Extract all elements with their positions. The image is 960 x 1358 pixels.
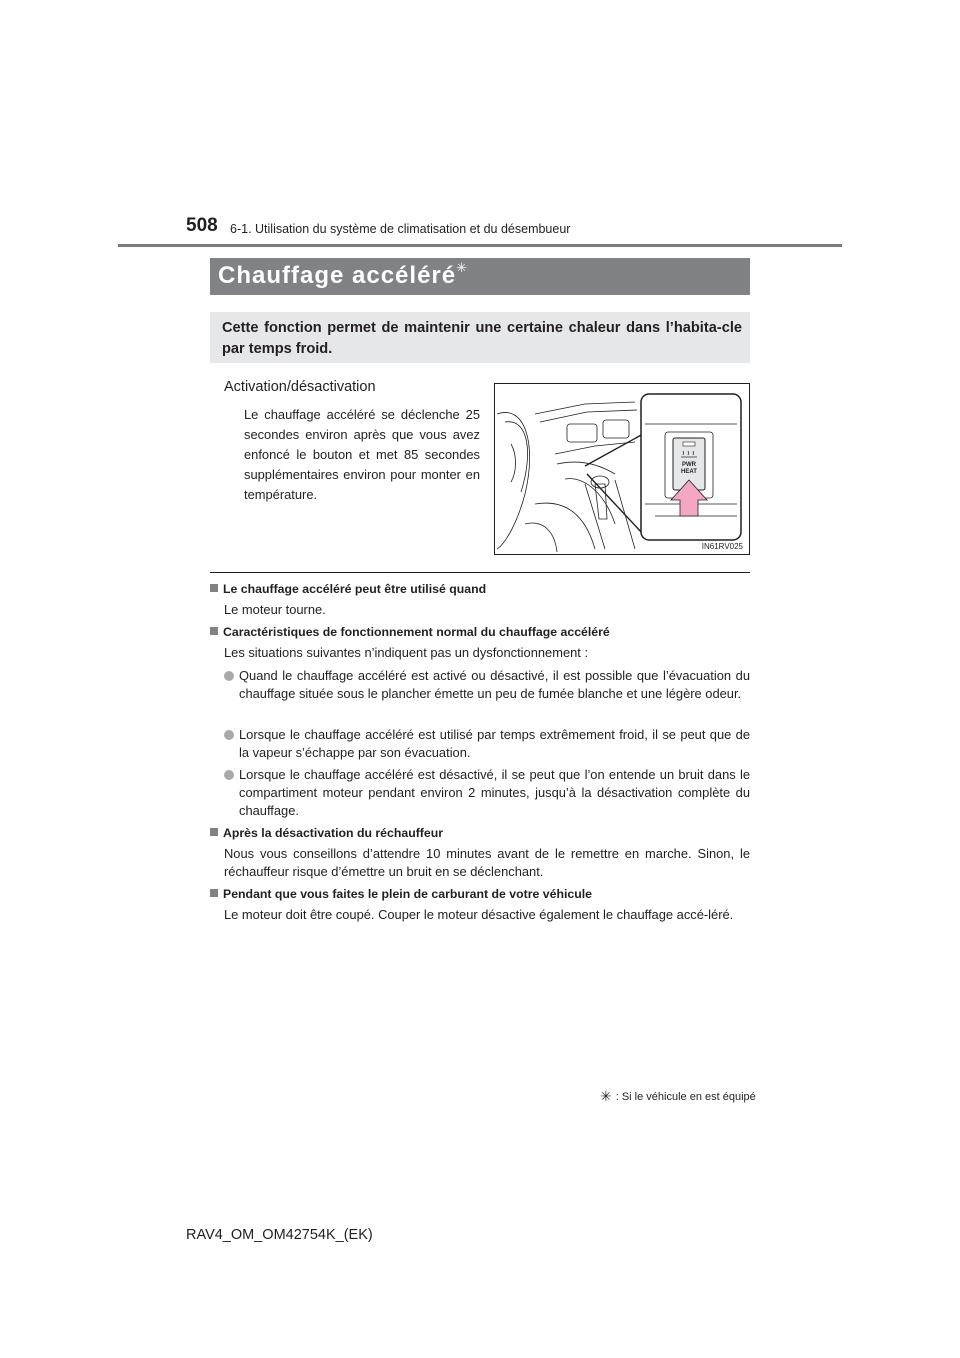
page-number: 508 [186,215,218,236]
activation-heading: Activation/désactivation [224,379,376,395]
section-title [218,262,468,290]
callout-line [585,434,643,466]
footnote-text: : Si le véhicule en est équipé [615,1091,756,1103]
round-bullet-icon [224,671,234,681]
note-heading-text: Après la désactivation du réchauffeur [223,826,444,840]
note-heading-text: Caractéristiques de fonctionnement normal du chauffage accéléré [223,625,610,639]
note-heading-normal-operation [210,625,610,639]
note-heading-refueling [210,887,592,901]
note-heading-after-deactivation [210,826,443,840]
square-bullet-icon [210,584,218,592]
section-title-text: Chauffage accéléré [218,262,457,289]
button-label-line2: HEAT [681,469,697,475]
figure-code: IN61RV025 [701,542,743,551]
note-body-refueling: Le moteur doit être coupé. Couper le moteur désactive également le chauffage accé-léré. [224,907,734,922]
round-bullet-icon [224,770,234,780]
note-body-usage: Le moteur tourne. [224,602,326,617]
activation-body: Le chauffage accéléré se déclenche 25 secondes environ après que vous avez enfoncé le bouton et met 85 secondes supplémentaires environ pour monter en température. [244,407,480,502]
equipment-star-icon: ✳ [600,1088,612,1104]
header-rule [118,244,842,247]
note-body-normal-operation: Les situations suivantes n’indiquent pas un dysfonctionnement : [224,645,589,660]
note-heading-text: Pendant que vous faites le plein de carburant de votre véhicule [223,887,593,901]
button-label-line1: PWR [682,462,696,468]
footnote [600,1087,756,1104]
square-bullet-icon [210,627,218,635]
note-body-after-deactivation: Nous vous conseillons d’attendre 10 minutes avant de le remettre en marche. Sinon, le réchauffeur risque d’émettre un bruit en se déclenchant. [224,846,750,879]
square-bullet-icon [210,889,218,897]
steering-wheel-outline [497,412,530,549]
intro-text: Cette fonction permet de maintenir une certaine chaleur dans l’habita-cle par temps froid. [222,320,742,357]
intro-box [210,312,750,363]
square-bullet-icon [210,828,218,836]
dashboard-drawing [495,384,749,554]
list-item-text: Lorsque le chauffage accéléré est utilisé par temps extrêmement froid, il se peut que de la vapeur s’échappe par son évacuation. [239,727,750,760]
list-item-text: Quand le chauffage accéléré est activé ou désactivé, il est possible que l’évacuation du chauffage située sous le plancher émette un peu de fumée blanche et une légère odeur. [239,668,750,701]
note-heading-usage [210,582,486,596]
note-heading-text: Le chauffage accéléré peut être utilisé quand [223,582,487,596]
equipment-star-icon: ✳ [456,260,469,275]
list-item-text: Lorsque le chauffage accéléré est désactivé, il se peut que l’on entende un bruit dans le compartiment moteur pendant environ 2 minutes, jusqu’à la désactivation complète du chauffage. [239,767,750,818]
indicator-lamp [683,442,695,446]
section-title-bar [210,258,750,295]
section-divider [210,572,750,573]
document-code: RAV4_OM_OM42754K_(EK) [186,1227,373,1243]
dashboard-illustration [494,383,750,555]
breadcrumb: 6-1. Utilisation du système de climatisation et du désembueur [230,222,571,236]
round-bullet-icon [224,730,234,740]
